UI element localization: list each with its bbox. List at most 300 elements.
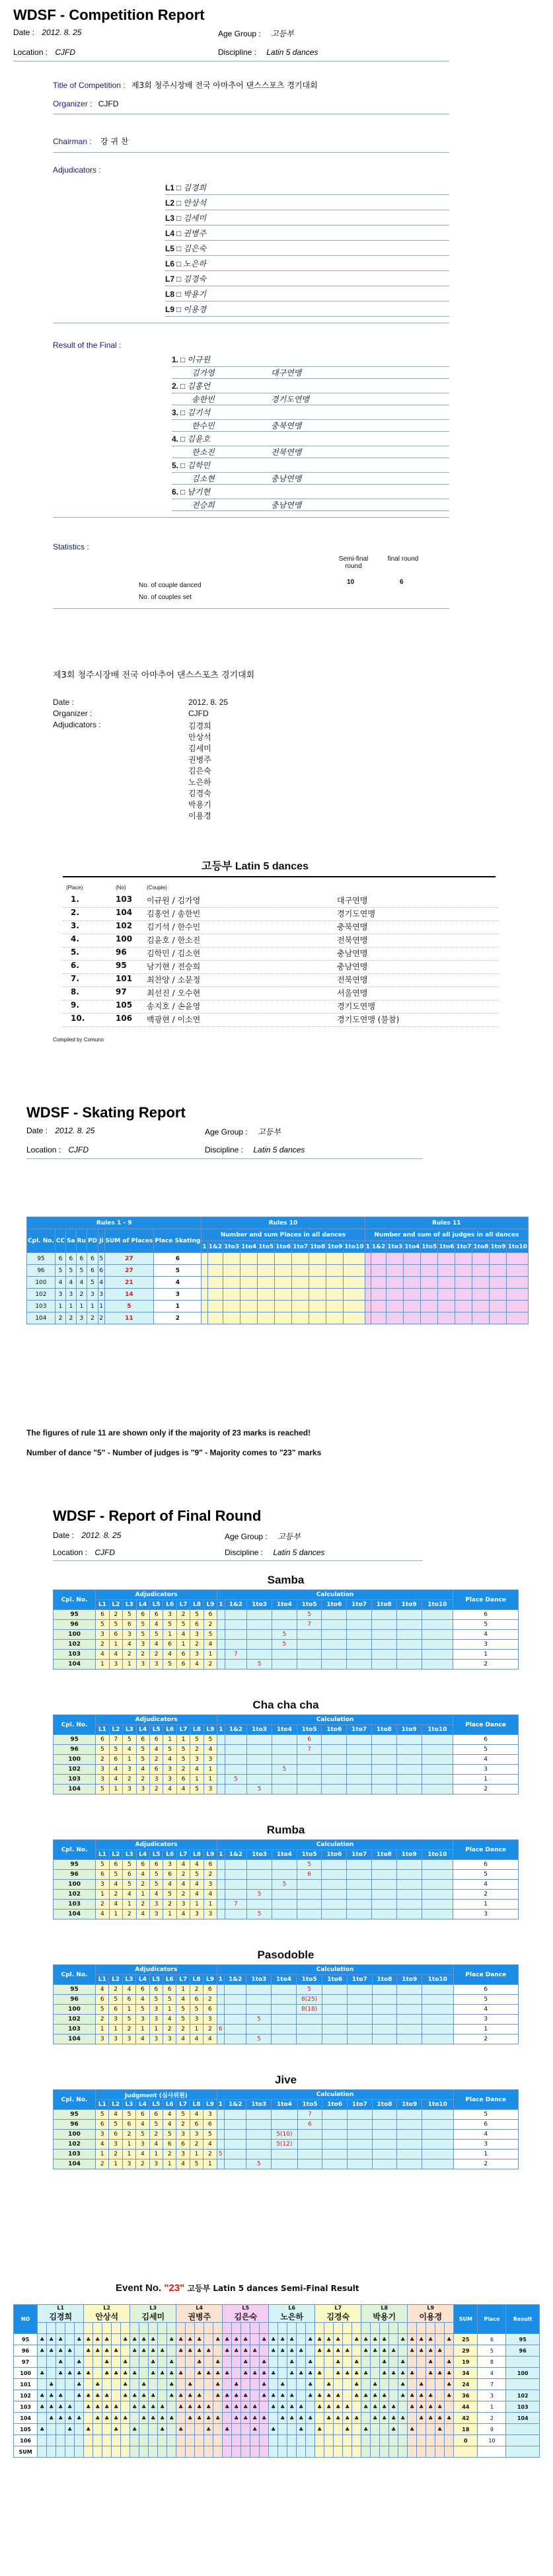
calc-value <box>347 1900 372 1910</box>
dance-subcol <box>47 2323 56 2334</box>
rule11-cell <box>371 1265 386 1277</box>
summary-organizer: CJFD <box>188 709 209 718</box>
mark-cell: ♣ <box>408 2424 417 2435</box>
place-dance: 4 <box>453 2130 518 2140</box>
summary-club: 대구연맹 <box>337 896 368 905</box>
calc-value <box>422 1745 453 1755</box>
mark-cell <box>47 2446 56 2458</box>
mark-cell: ♣ <box>121 2379 130 2390</box>
calc-value <box>217 1745 225 1755</box>
summary-no: 97 <box>116 987 127 996</box>
place-col-header: 1to3 <box>387 1241 404 1253</box>
mark-cell <box>408 2446 417 2458</box>
summary-club: 전북연맹 <box>337 975 368 985</box>
calc-value <box>397 2034 422 2044</box>
adjudicator-code: L6 <box>165 259 175 268</box>
dance-table <box>53 1714 519 1794</box>
mark-cell <box>186 2435 195 2446</box>
place-dance-header: Place Dance <box>453 1965 518 1985</box>
mark-cell: ♣ <box>334 2334 343 2345</box>
place-dance: 5 <box>453 1995 518 2005</box>
calc-value <box>322 1660 347 1670</box>
calc-value <box>422 1900 453 1910</box>
mark-cell <box>389 2435 398 2446</box>
organizer-value: CJFD <box>98 99 119 108</box>
calc-value <box>272 1755 297 1765</box>
result-club: 충북연맹 <box>271 421 302 430</box>
rule11-cell <box>421 1301 438 1312</box>
judge-mark: 3 <box>190 1650 203 1660</box>
mark-cell: ♣ <box>130 2334 139 2345</box>
dance-row <box>54 1900 519 1910</box>
calc-value <box>372 1890 397 1900</box>
dance-place: 2 <box>76 1289 87 1301</box>
mark-cell <box>75 2401 84 2413</box>
judge-mark: 5 <box>136 2005 149 2015</box>
mark-cell: ♣ <box>445 2413 454 2424</box>
rule11-cell <box>438 1253 455 1265</box>
judge-mark: 4 <box>203 2034 217 2044</box>
judge-col-header: L6 <box>163 1850 176 1860</box>
mark-cell: ♣ <box>223 2424 232 2435</box>
place-dance: 4 <box>453 2005 518 2015</box>
mark-cell <box>435 2446 445 2458</box>
mark-cell: ♣ <box>38 2334 47 2345</box>
dance-place: 3 <box>55 1289 65 1301</box>
mark-cell <box>380 2446 389 2458</box>
calc-col-header: 1to5 <box>297 1600 322 1610</box>
calc-value <box>272 1900 297 1910</box>
calc-col-header: 1to3 <box>247 1600 272 1610</box>
place-dance: 5 <box>453 1745 519 1755</box>
mark-cell <box>195 2424 204 2435</box>
calc-value <box>225 1735 247 1745</box>
mark-cell: ♣ <box>380 2413 389 2424</box>
calc-value <box>272 1610 297 1620</box>
mark-cell: ♣ <box>38 2401 47 2413</box>
dance-place: 4 <box>98 1277 104 1289</box>
mark-cell <box>56 2446 65 2458</box>
summary-adjudicator-name: 안상석 <box>188 733 211 742</box>
rule11-cell <box>421 1277 438 1289</box>
calc-value <box>372 2034 397 2044</box>
rule11-cell <box>387 1253 404 1265</box>
judge-mark: 6 <box>123 1870 136 1880</box>
mark-cell <box>426 2446 435 2458</box>
judge-mark: 3 <box>163 1775 176 1785</box>
calc-value <box>297 1650 322 1660</box>
mark-cell <box>47 2368 56 2379</box>
mark-cell <box>398 2345 408 2356</box>
calc-value: 5 <box>217 2150 224 2159</box>
rule11-cell <box>371 1301 386 1312</box>
skating-note-1: The figures of rule 11 are shown only if the majority of 23 marks is reached! <box>26 1428 311 1437</box>
mark-cell <box>56 2435 65 2446</box>
calc-value <box>347 1890 372 1900</box>
judge-mark: 6 <box>109 1755 122 1765</box>
mark-cell: ♣ <box>278 2334 287 2345</box>
judge-mark: 6 <box>190 2120 203 2130</box>
mark-cell <box>315 2379 324 2390</box>
rule10-cell <box>240 1277 258 1289</box>
mark-cell: ♣ <box>352 2390 361 2401</box>
summary-adjudicator-name: 김은숙 <box>188 766 211 776</box>
calc-value <box>225 1890 247 1900</box>
rule11-cell <box>455 1253 472 1265</box>
mark-cell: ♣ <box>324 2345 334 2356</box>
calc-value <box>322 1910 347 1919</box>
mark-cell <box>75 2446 84 2458</box>
summary-adjudicator-name: 김세미 <box>188 744 211 753</box>
calc-value <box>272 1890 297 1900</box>
judge-mark: 2 <box>163 2025 176 2034</box>
mark-cell: ♣ <box>352 2356 361 2368</box>
calc-col-header: 1to8 <box>372 1725 397 1735</box>
mark-cell: ♣ <box>315 2334 324 2345</box>
rule10-cell <box>292 1277 309 1289</box>
chairman-label: Chairman : <box>53 137 92 146</box>
calc-col-header: 1&2 <box>225 1725 247 1735</box>
mark-cell: ♣ <box>158 2413 167 2424</box>
calc-col-header: 1to10 <box>422 1975 454 1985</box>
judge-col-header: L3 <box>122 1975 135 1985</box>
judge-mark: 6 <box>136 1860 149 1870</box>
calc-value <box>372 2120 397 2130</box>
calc-value <box>272 1745 297 1755</box>
place-dance: 1 <box>453 1900 519 1910</box>
rule10-cell <box>275 1265 292 1277</box>
place-col-header: 1&2 <box>371 1241 386 1253</box>
judge-mark: 3 <box>96 1880 109 1890</box>
mark-cell: ♣ <box>167 2356 176 2368</box>
mark-cell <box>306 2446 315 2458</box>
calc-value <box>322 1745 347 1755</box>
sum-value: 34 <box>454 2368 478 2379</box>
rule10-cell <box>309 1253 326 1265</box>
mark-cell: ♣ <box>167 2368 176 2379</box>
rule10-cell <box>292 1253 309 1265</box>
mark-cell <box>343 2390 352 2401</box>
couple-number: 103 <box>27 1301 55 1312</box>
calc-value <box>422 1640 453 1650</box>
rule10-cell <box>326 1289 344 1301</box>
dance-subcol <box>398 2323 408 2334</box>
adjudicator-code: L5 <box>165 244 175 253</box>
judge-mark: 3 <box>109 1660 122 1670</box>
place-col-header: 1to4 <box>240 1241 258 1253</box>
rule11-cell <box>490 1253 507 1265</box>
cpl-no-header: Cpl. No. <box>54 2090 96 2110</box>
dance-subcol <box>435 2323 445 2334</box>
judge-mark: 4 <box>176 1860 190 1870</box>
rule11-cell <box>490 1277 507 1289</box>
mark-cell <box>176 2413 186 2424</box>
calc-value <box>322 1735 347 1745</box>
calc-value <box>396 1785 422 1794</box>
mark-cell: ♣ <box>204 2413 213 2424</box>
calc-value <box>296 2015 322 2025</box>
calc-value <box>372 2150 397 2159</box>
judge-mark: 1 <box>109 1640 122 1650</box>
mark-cell: ♣ <box>84 2401 93 2413</box>
result-value <box>506 2424 540 2435</box>
calc-value <box>396 1890 422 1900</box>
sum-value: 19 <box>454 2356 478 2368</box>
mark-cell: ♣ <box>371 2413 380 2424</box>
summary-no: 95 <box>116 961 127 970</box>
calc-value <box>224 2110 246 2120</box>
mark-cell <box>65 2334 75 2345</box>
rule11-cell <box>404 1277 421 1289</box>
judge-mark: 1 <box>163 2159 176 2169</box>
mark-cell: ♣ <box>223 2334 232 2345</box>
judge-col-header: L3 <box>123 1850 136 1860</box>
mark-cell: ♣ <box>398 2368 408 2379</box>
judge-mark: 6 <box>136 1735 149 1745</box>
rule11-cell <box>455 1301 472 1312</box>
mark-cell <box>389 2446 398 2458</box>
calc-value <box>217 1620 225 1630</box>
judge-mark: 2 <box>136 1775 149 1785</box>
judge-mark: 4 <box>149 2140 163 2150</box>
mark-cell: ♣ <box>158 2345 167 2356</box>
mark-cell <box>232 2356 241 2368</box>
couple-number: 100 <box>54 2130 96 2140</box>
mark-cell: ♣ <box>47 2345 56 2356</box>
calc-value <box>372 1860 397 1870</box>
mark-cell <box>334 2379 343 2390</box>
judge-col-header: L4 <box>136 1600 149 1610</box>
mark-cell: ♣ <box>176 2390 186 2401</box>
dance-title: Pasodoble <box>257 1949 314 1961</box>
mark-cell <box>260 2446 269 2458</box>
judge-mark: 3 <box>123 1630 136 1640</box>
mark-cell <box>278 2424 287 2435</box>
mark-cell: ♣ <box>121 2356 130 2368</box>
calc-value <box>348 1995 373 2005</box>
mark-cell: ♣ <box>306 2334 315 2345</box>
place-dance: 4 <box>453 1880 519 1890</box>
mark-cell: ♣ <box>232 2390 241 2401</box>
result-value <box>506 2435 540 2446</box>
mark-cell: ♣ <box>139 2390 149 2401</box>
calc-value <box>372 1910 397 1919</box>
summary-row <box>63 947 499 961</box>
calc-col-header: 1to5 <box>297 2100 322 2110</box>
calc-value: 5 <box>225 1775 247 1785</box>
place-dance: 2 <box>453 2159 518 2169</box>
judge-header <box>269 2305 315 2323</box>
mark-cell <box>204 2379 213 2390</box>
mark-cell <box>417 2356 426 2368</box>
calc-value <box>217 1735 225 1745</box>
mark-cell <box>158 2356 167 2368</box>
judge-mark: 6 <box>176 1660 190 1670</box>
calc-value <box>348 2034 373 2044</box>
mark-cell: ♣ <box>260 2390 269 2401</box>
calc-col-header: 1&2 <box>225 1600 247 1610</box>
mark-cell: ♣ <box>186 2390 195 2401</box>
judge-mark: 4 <box>149 1620 163 1630</box>
mark-cell: ♣ <box>426 2356 435 2368</box>
mark-cell: ♣ <box>371 2334 380 2345</box>
mark-cell: ♣ <box>260 2356 269 2368</box>
dance-subcol <box>324 2323 334 2334</box>
mark-cell: ♣ <box>334 2401 343 2413</box>
judge-mark: 4 <box>203 1890 217 1900</box>
calc-value <box>422 2015 454 2025</box>
calc-value <box>272 1620 297 1630</box>
mark-cell: ♣ <box>315 2424 324 2435</box>
dance-title: Samba <box>267 1574 305 1586</box>
calc-value: 5 <box>246 2159 272 2169</box>
mark-cell <box>260 2345 269 2356</box>
calc-value <box>422 1880 453 1890</box>
mark-cell: ♣ <box>361 2424 371 2435</box>
mark-cell <box>371 2446 380 2458</box>
mark-cell <box>306 2424 315 2435</box>
mark-cell <box>112 2390 121 2401</box>
age-group-value: 고등부 <box>271 29 294 38</box>
judge-mark: 5 <box>122 2110 135 2120</box>
judge-mark: 2 <box>149 1785 163 1794</box>
rule11-cell <box>387 1277 404 1289</box>
judge-mark: 1 <box>190 1900 203 1910</box>
mark-cell <box>112 2334 121 2345</box>
judge-mark: 3 <box>176 1900 190 1910</box>
judge-mark: 3 <box>190 2015 203 2025</box>
summary-title: 제3회 청주시장배 전국 아마추어 댄스스포츠 경기대회 <box>53 670 255 680</box>
calc-value <box>247 1860 272 1870</box>
judge-mark: 5 <box>163 1745 176 1755</box>
summary-couple: 김윤호 / 한소진 <box>147 936 201 945</box>
dance-subcol <box>130 2323 139 2334</box>
mark-cell <box>176 2446 186 2458</box>
place-value: 2 <box>478 2413 506 2424</box>
couple-number: 96 <box>54 1995 96 2005</box>
mark-cell: ♣ <box>232 2345 241 2356</box>
calc-value <box>322 2130 348 2140</box>
calc-col-header: 1to5 <box>296 1975 322 1985</box>
judge-mark: 4 <box>96 1910 109 1919</box>
mark-cell: ♣ <box>250 2345 260 2356</box>
rule10-cell <box>309 1312 326 1324</box>
judge-mark: 3 <box>149 1775 163 1785</box>
calc-value <box>422 1910 453 1919</box>
rule11-cell <box>438 1289 455 1301</box>
calc-value <box>347 1735 372 1745</box>
mark-cell: ♣ <box>56 2356 65 2368</box>
place-dance: 2 <box>453 2034 518 2044</box>
mark-cell: ♣ <box>241 2390 250 2401</box>
calc-value <box>322 2120 348 2130</box>
mark-cell <box>343 2356 352 2368</box>
age-group-value: 고등부 <box>277 1532 301 1541</box>
judge-mark: 4 <box>109 1765 122 1775</box>
mark-cell <box>315 2413 324 2424</box>
summary-no: 101 <box>116 974 133 983</box>
couple-number: 103 <box>54 1650 96 1660</box>
mark-cell: ♣ <box>278 2390 287 2401</box>
calc-value <box>396 1735 422 1745</box>
calc-value <box>224 2140 246 2150</box>
couple-number: 104 <box>27 1312 55 1324</box>
rule11-cell <box>490 1289 507 1301</box>
couple-number: 103 <box>54 1900 96 1910</box>
rule10-cell <box>326 1312 344 1324</box>
summary-club: 서울연맹 <box>337 988 368 998</box>
sum-header: SUM <box>454 2305 478 2334</box>
judge-mark: 2 <box>136 1650 149 1660</box>
judge-mark: 2 <box>122 2025 135 2034</box>
judge-mark: 5 <box>109 1620 122 1630</box>
mark-cell: ♣ <box>186 2401 195 2413</box>
calc-value <box>297 1775 322 1785</box>
calc-col-header: 1to6 <box>322 1725 347 1735</box>
judge-mark: 6 <box>203 1860 217 1870</box>
result-club: 전북연맹 <box>271 448 302 457</box>
summary-row <box>63 895 499 908</box>
mark-cell: ♣ <box>93 2390 102 2401</box>
calc-value <box>246 2150 272 2159</box>
judge-mark: 3 <box>149 1910 163 1919</box>
mark-cell <box>306 2435 315 2446</box>
judge-mark: 4 <box>190 1890 203 1900</box>
mark-cell <box>213 2401 223 2413</box>
mark-cell: ♣ <box>278 2345 287 2356</box>
dance-row <box>54 1995 519 2005</box>
mark-cell <box>102 2435 112 2446</box>
mark-cell <box>315 2435 324 2446</box>
dance-table <box>53 1964 519 2044</box>
mark-cell: ♣ <box>102 2413 112 2424</box>
judge-mark: 1 <box>96 2025 109 2034</box>
judge-mark: 2 <box>109 2150 122 2159</box>
mark-cell <box>445 2401 454 2413</box>
calc-value <box>322 1755 347 1765</box>
judge-mark: 5 <box>136 2130 149 2140</box>
mark-cell: ♣ <box>426 2345 435 2356</box>
skating-report-title: WDSF - Skating Report <box>26 1104 186 1121</box>
judge-mark: 1 <box>122 2150 135 2159</box>
judge-mark: 5 <box>109 1995 122 2005</box>
judge-mark: 3 <box>136 1640 149 1650</box>
mark-cell: ♣ <box>167 2379 176 2390</box>
semi-final-row <box>14 2413 540 2424</box>
calc-value <box>372 1735 397 1745</box>
judge-mark: 3 <box>203 2015 217 2025</box>
calc-value <box>348 2110 373 2120</box>
mark-cell <box>334 2424 343 2435</box>
couple-number: 102 <box>27 1289 55 1301</box>
result-value <box>506 2446 540 2458</box>
result-row-partner <box>172 473 449 485</box>
mark-cell: ♣ <box>186 2334 195 2345</box>
result-value: 102 <box>506 2390 540 2401</box>
mark-cell <box>260 2435 269 2446</box>
result-dancer-2: 송한빈 <box>192 395 215 404</box>
calc-value <box>348 2025 373 2034</box>
skating-report-section <box>0 1098 553 1494</box>
semi-final-row <box>14 2390 540 2401</box>
judge-mark: 6 <box>96 2120 109 2130</box>
calc-value <box>372 2005 397 2015</box>
calc-value <box>347 1745 372 1755</box>
rule10-cell <box>202 1312 207 1324</box>
mark-cell: ♣ <box>352 2379 361 2390</box>
calc-col-header: 1to6 <box>322 1600 347 1610</box>
rule10-cell <box>207 1301 223 1312</box>
